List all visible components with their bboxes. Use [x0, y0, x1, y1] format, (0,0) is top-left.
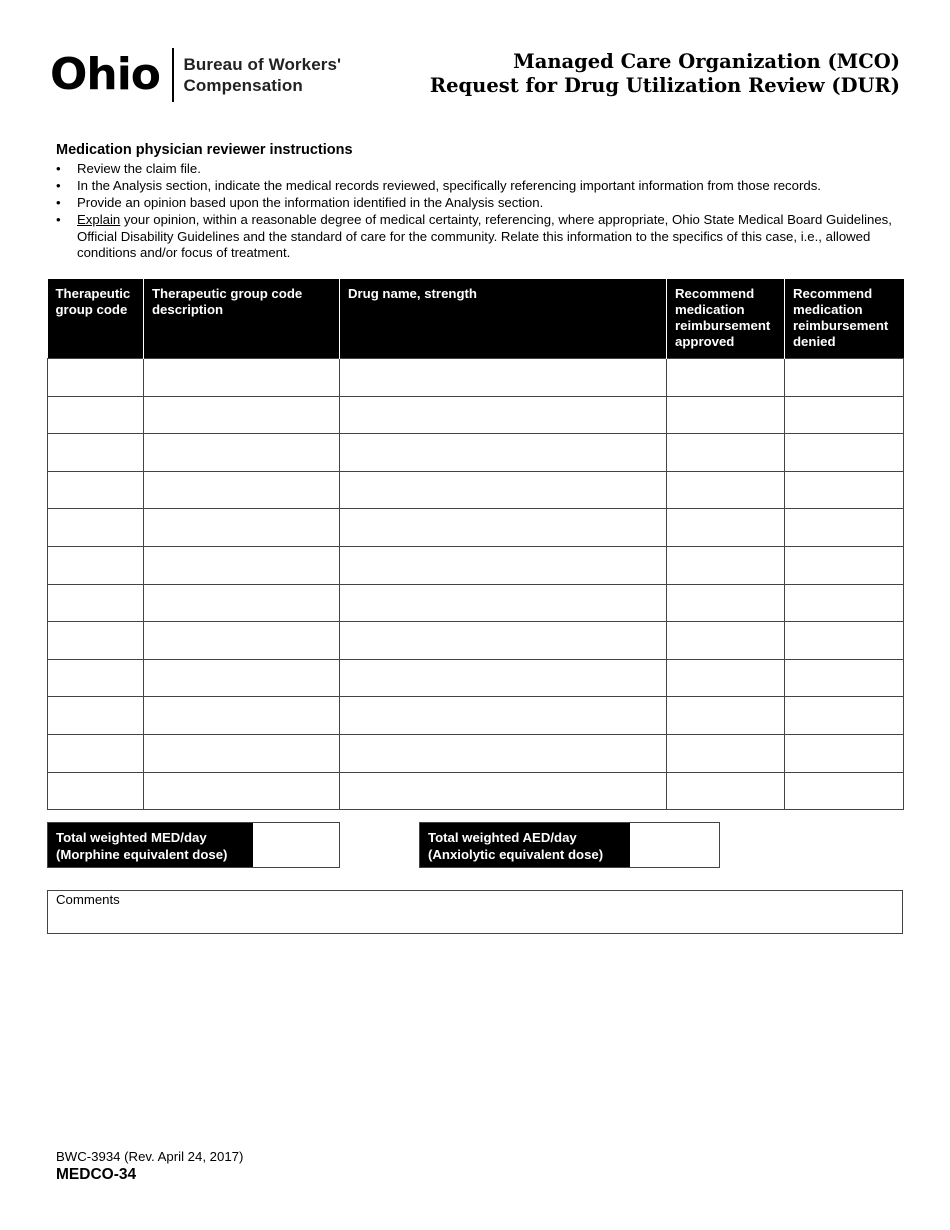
col-header-group-code: Therapeutic group code [48, 279, 144, 359]
total-aed-input[interactable] [630, 823, 719, 867]
logo-org-line2: Compensation [183, 76, 303, 95]
cell-group-description[interactable] [144, 584, 340, 622]
cell-denied[interactable] [785, 734, 904, 772]
cell-group-description[interactable] [144, 471, 340, 509]
comments-label: Comments [56, 892, 120, 907]
cell-group-code[interactable] [48, 471, 144, 509]
table-row [48, 434, 904, 472]
cell-approved[interactable] [667, 509, 785, 547]
instruction-item: • Review the claim file. [56, 161, 201, 176]
cell-denied[interactable] [785, 772, 904, 810]
cell-group-code[interactable] [48, 434, 144, 472]
cell-drug-name[interactable] [340, 772, 667, 810]
form-revision: BWC-3934 (Rev. April 24, 2017) [56, 1149, 244, 1164]
total-aed-label: Total weighted AED/day (Anxiolytic equivalent dose) [420, 823, 630, 867]
total-med-field [47, 822, 340, 868]
logo-divider [172, 48, 174, 102]
col-header-denied: Recommend medication reimbursement denied [785, 279, 904, 359]
cell-group-description[interactable] [144, 734, 340, 772]
table-row [48, 509, 904, 547]
instruction-emphasis: Explain [77, 212, 121, 227]
cell-drug-name[interactable] [340, 509, 667, 547]
cell-group-description[interactable] [144, 622, 340, 660]
cell-denied[interactable] [785, 622, 904, 660]
cell-denied[interactable] [785, 546, 904, 584]
form-title [430, 50, 900, 98]
cell-approved[interactable] [667, 734, 785, 772]
instructions-heading: Medication physician reviewer instructions [56, 142, 353, 158]
col-header-group-description: Therapeutic group code description [144, 279, 340, 359]
cell-drug-name[interactable] [340, 659, 667, 697]
cell-approved[interactable] [667, 659, 785, 697]
cell-denied[interactable] [785, 359, 904, 397]
cell-denied[interactable] [785, 471, 904, 509]
cell-approved[interactable] [667, 772, 785, 810]
table-row [48, 697, 904, 735]
cell-approved[interactable] [667, 396, 785, 434]
table-row [48, 659, 904, 697]
cell-group-code[interactable] [48, 772, 144, 810]
col-header-drug-name: Drug name, strength [340, 279, 667, 359]
cell-drug-name[interactable] [340, 359, 667, 397]
table-row [48, 734, 904, 772]
cell-group-description[interactable] [144, 509, 340, 547]
form-code: MEDCO-34 [56, 1166, 137, 1183]
cell-denied[interactable] [785, 659, 904, 697]
cell-drug-name[interactable] [340, 697, 667, 735]
cell-group-description[interactable] [144, 659, 340, 697]
table-row [48, 396, 904, 434]
cell-denied[interactable] [785, 509, 904, 547]
table-row [48, 471, 904, 509]
cell-drug-name[interactable] [340, 396, 667, 434]
logo-org-name [184, 54, 342, 96]
bullet-icon: • [56, 212, 61, 227]
cell-group-code[interactable] [48, 584, 144, 622]
table-row [48, 359, 904, 397]
table-row [48, 546, 904, 584]
cell-approved[interactable] [667, 546, 785, 584]
cell-approved[interactable] [667, 697, 785, 735]
total-med-label: Total weighted MED/day (Morphine equivalent dose) [48, 823, 253, 867]
cell-group-code[interactable] [48, 697, 144, 735]
cell-approved[interactable] [667, 359, 785, 397]
cell-group-description[interactable] [144, 697, 340, 735]
form-footer [56, 1149, 243, 1184]
cell-group-code[interactable] [48, 509, 144, 547]
form-title-line2: Request for Drug Utilization Review (DUR) [429, 74, 900, 97]
cell-approved[interactable] [667, 584, 785, 622]
table-row [48, 584, 904, 622]
cell-group-description[interactable] [144, 772, 340, 810]
cell-denied[interactable] [785, 697, 904, 735]
comments-field[interactable] [47, 890, 903, 934]
cell-approved[interactable] [667, 622, 785, 660]
form-title-line1: Managed Care Organization (MCO) [513, 50, 900, 73]
col-header-approved: Recommend medication reimbursement approved [667, 279, 785, 359]
cell-group-description[interactable] [144, 434, 340, 472]
cell-group-code[interactable] [48, 659, 144, 697]
cell-denied[interactable] [785, 584, 904, 622]
table-row [48, 772, 904, 810]
bullet-icon: • [56, 178, 61, 193]
cell-approved[interactable] [667, 471, 785, 509]
cell-drug-name[interactable] [340, 734, 667, 772]
cell-drug-name[interactable] [340, 434, 667, 472]
instruction-item: • In the Analysis section, indicate the medical records reviewed, specifically referencing important information from those records. [56, 178, 821, 193]
cell-drug-name[interactable] [340, 622, 667, 660]
instruction-item: • Explain your opinion, within a reasonable degree of medical certainty, referencing, where appropriate, Ohio State Medical Board Guidelines, Official Disability Guidelines and the standard of care for the community. Relate this information to the specifics of this case, i.e., allowed conditions and/or focus of treatment. [56, 212, 892, 260]
cell-group-code[interactable] [48, 734, 144, 772]
bullet-icon: • [56, 195, 61, 210]
table-header-row [48, 279, 904, 359]
cell-group-description[interactable] [144, 546, 340, 584]
total-med-input[interactable] [253, 823, 339, 867]
cell-denied[interactable] [785, 396, 904, 434]
instructions-list [56, 161, 896, 262]
cell-denied[interactable] [785, 434, 904, 472]
table-row [48, 622, 904, 660]
logo-ohio-wordmark: Ohio [50, 49, 161, 100]
logo-org-line1: Bureau of Workers' [183, 55, 342, 74]
cell-group-code[interactable] [48, 622, 144, 660]
cell-group-description[interactable] [144, 396, 340, 434]
instructions-section [56, 142, 896, 262]
cell-drug-name[interactable] [340, 584, 667, 622]
drug-review-table [47, 279, 904, 810]
bullet-icon: • [56, 161, 61, 176]
total-aed-field [419, 822, 720, 868]
cell-group-description[interactable] [144, 359, 340, 397]
cell-group-code[interactable] [48, 546, 144, 584]
cell-group-code[interactable] [48, 359, 144, 397]
cell-drug-name[interactable] [340, 546, 667, 584]
cell-drug-name[interactable] [340, 471, 667, 509]
cell-group-code[interactable] [48, 396, 144, 434]
instruction-item: • Provide an opinion based upon the information identified in the Analysis section. [56, 195, 544, 210]
ohio-bwc-logo [50, 46, 341, 104]
cell-approved[interactable] [667, 434, 785, 472]
